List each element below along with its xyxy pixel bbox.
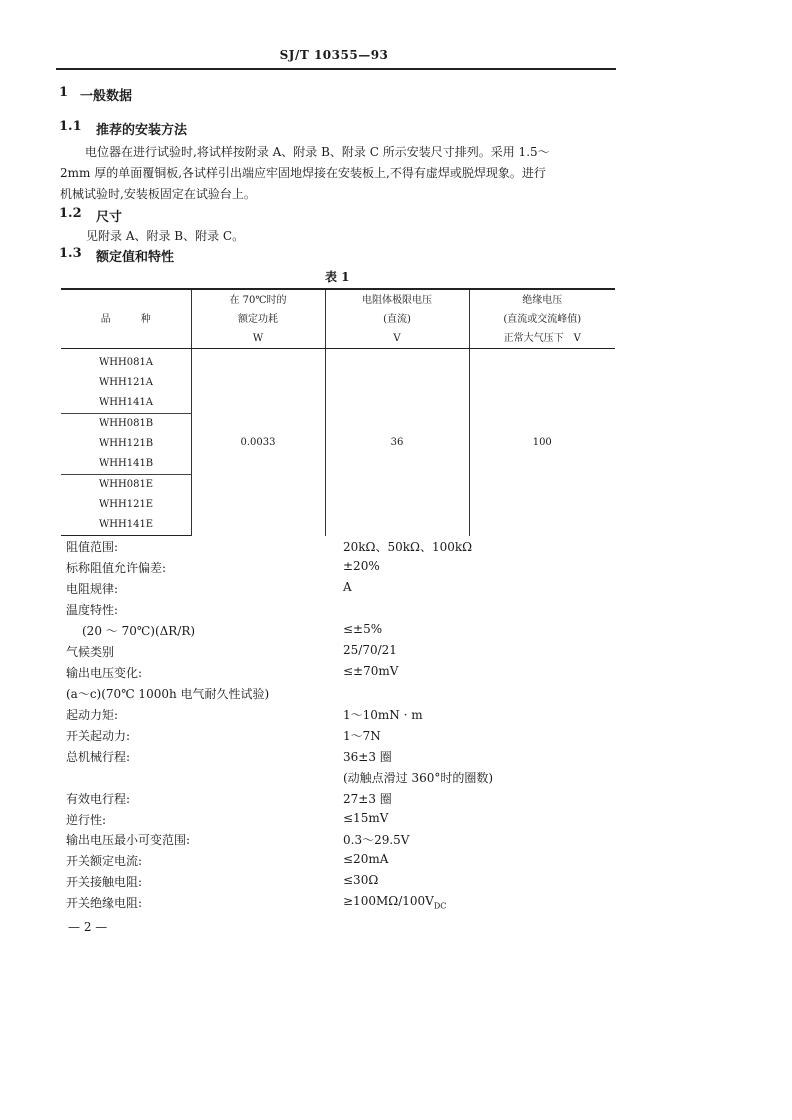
param-value: 27±3 圈 — [343, 792, 392, 806]
param-label: 输出电压变化: — [66, 666, 143, 680]
section-1-1-line-3: 机械试验时,安装板固定在试验台上。 — [60, 187, 256, 201]
header-insulation-voltage: 绝缘电压 (直流或交流峰值) 正常大气压下 V — [469, 289, 615, 349]
header-limit-voltage: 电阻体极限电压 (直流) V — [325, 289, 469, 349]
param-value: 1～10mN · m — [343, 708, 423, 722]
param-label: 总机械行程: — [66, 750, 131, 764]
param-label: 开关额定电流: — [66, 854, 143, 868]
section-1-2-title: 尺寸 — [96, 210, 123, 225]
section-1-2-text: 见附录 A、附录 B、附录 C。 — [86, 229, 245, 243]
param-label: 起动力矩: — [66, 708, 119, 722]
table-caption: 表 1 — [325, 270, 350, 284]
header-rule — [56, 68, 616, 70]
param-label: 标称阻值允许偏差: — [66, 561, 167, 575]
param-value: 25/70/21 — [343, 643, 397, 657]
limit-voltage-value: 36 — [325, 349, 469, 536]
param-value: A — [343, 580, 352, 594]
param-value: 36±3 圈 — [343, 750, 392, 764]
param-value: ±20% — [343, 559, 380, 573]
param-label: 有效电行程: — [66, 792, 131, 806]
param-label: 逆行性: — [66, 813, 107, 827]
param-value: 20kΩ、50kΩ、100kΩ — [343, 540, 473, 554]
param-label: 阻值范围: — [66, 540, 119, 554]
param-value-main: ≥100MΩ/100V — [343, 894, 434, 908]
section-1-1-title: 推荐的安装方法 — [96, 123, 188, 138]
param-value: ≤20mA — [343, 852, 389, 866]
param-label: 开关起动力: — [66, 729, 131, 743]
param-value: 1～7N — [343, 729, 381, 743]
param-value — [343, 894, 446, 910]
param-label: 温度特性: — [66, 603, 119, 617]
doc-number: SJ/T 10355—93 — [279, 48, 389, 62]
model-group-e: WHH081E WHH121E WHH141E — [61, 475, 191, 536]
param-value: ≤15mV — [343, 811, 389, 825]
param-label: 输出电压最小可变范围: — [66, 833, 191, 847]
param-value: ≤30Ω — [343, 873, 379, 887]
table-header-row — [61, 289, 615, 349]
section-1-3-number: 1.3 — [59, 246, 82, 261]
page-number: — 2 — — [68, 920, 108, 934]
section-1-title: 一般数据 — [80, 89, 133, 104]
insulation-voltage-value: 100 — [469, 349, 615, 536]
param-value: (动触点滑过 360°时的圈数) — [343, 771, 494, 785]
param-label: (20 ～ 70℃)(ΔR/R) — [82, 624, 196, 638]
section-1-1-line-2: 2mm 厚的单面覆铜板,各试样引出端应牢固地焊接在安装板上,不得有虚焊或脱焊现象。进行 — [60, 166, 546, 180]
section-1-2-number: 1.2 — [59, 206, 82, 221]
param-value: 0.3～29.5V — [343, 833, 410, 847]
param-value-subscript: DC — [433, 901, 447, 911]
param-label: 开关绝缘电阻: — [66, 896, 143, 910]
param-label: 开关接触电阻: — [66, 875, 143, 889]
model-group-b: WHH081B WHH121B WHH141B — [61, 414, 191, 475]
header-model: 品 种 — [61, 289, 191, 349]
section-1-number: 1 — [59, 85, 69, 100]
header-power: 在 70℃时的 额定功耗 W — [191, 289, 325, 349]
param-value: ≤±70mV — [343, 664, 399, 678]
param-label: (a～c)(70℃ 1000h 电气耐久性试验) — [66, 687, 270, 701]
model-group-a: WHH081A WHH121A WHH141A — [99, 357, 154, 408]
section-1-1-line-1: 电位器在进行试验时,将试样按附录 A、附录 B、附录 C 所示安装尺寸排列。采用 1.5～ — [85, 145, 550, 159]
param-value: ≤±5% — [343, 622, 383, 636]
param-label: 电阻规律: — [66, 582, 119, 596]
rated-power-value: 0.0033 — [191, 349, 325, 536]
section-1-3-title: 额定值和特性 — [96, 250, 175, 265]
table-row — [61, 349, 615, 414]
section-1-1-number: 1.1 — [59, 119, 82, 134]
param-label: 气候类别 — [66, 645, 115, 659]
ratings-table — [61, 288, 615, 536]
